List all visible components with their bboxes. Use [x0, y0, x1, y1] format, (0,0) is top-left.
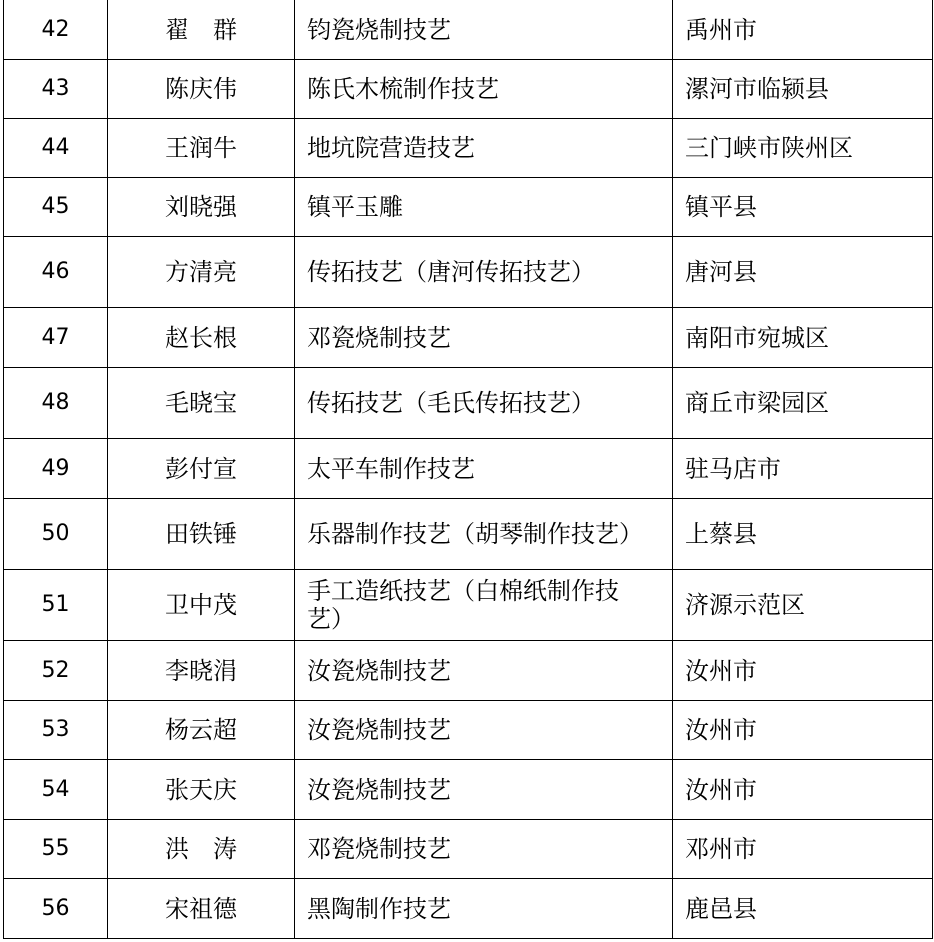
table-row — [4, 439, 933, 499]
craft-name: 地坑院营造技艺 — [295, 119, 673, 178]
row-number: 48 — [4, 368, 108, 439]
region: 汝州市 — [673, 641, 933, 701]
table-row — [4, 308, 933, 368]
craft-name: 汝瓷烧制技艺 — [295, 641, 673, 701]
region: 上蔡县 — [673, 499, 933, 570]
region: 汝州市 — [673, 760, 933, 820]
craft-name: 陈氏木梳制作技艺 — [295, 60, 673, 119]
region: 唐河县 — [673, 237, 933, 308]
region: 商丘市梁园区 — [673, 368, 933, 439]
table-row — [4, 760, 933, 820]
inheritor-name: 彭付宣 — [108, 439, 295, 499]
region: 禹州市 — [673, 0, 933, 60]
row-number: 47 — [4, 308, 108, 368]
craft-name: 镇平玉雕 — [295, 178, 673, 237]
region: 济源示范区 — [673, 570, 933, 641]
table-row — [4, 570, 933, 641]
craft-name: 邓瓷烧制技艺 — [295, 308, 673, 368]
craft-name: 手工造纸技艺（白棉纸制作技艺） — [295, 570, 673, 641]
row-number: 42 — [4, 0, 108, 60]
region: 鹿邑县 — [673, 879, 933, 939]
inheritor-name: 张天庆 — [108, 760, 295, 820]
row-number: 50 — [4, 499, 108, 570]
region: 汝州市 — [673, 701, 933, 760]
inheritor-name: 洪 涛 — [108, 820, 295, 879]
craft-name: 汝瓷烧制技艺 — [295, 701, 673, 760]
craft-name: 汝瓷烧制技艺 — [295, 760, 673, 820]
inheritor-name: 刘晓强 — [108, 178, 295, 237]
region: 驻马店市 — [673, 439, 933, 499]
row-number: 55 — [4, 820, 108, 879]
inheritor-name: 方清亮 — [108, 237, 295, 308]
row-number: 49 — [4, 439, 108, 499]
row-number: 43 — [4, 60, 108, 119]
inheritor-name: 王润牛 — [108, 119, 295, 178]
inheritor-name: 杨云超 — [108, 701, 295, 760]
row-number: 56 — [4, 879, 108, 939]
table-row — [4, 641, 933, 701]
table-row — [4, 879, 933, 939]
inheritor-name: 卫中茂 — [108, 570, 295, 641]
region: 三门峡市陕州区 — [673, 119, 933, 178]
table-row — [4, 701, 933, 760]
craft-name: 乐器制作技艺（胡琴制作技艺） — [295, 499, 673, 570]
table-row — [4, 178, 933, 237]
craft-name: 传拓技艺（唐河传拓技艺） — [295, 237, 673, 308]
inheritor-name: 陈庆伟 — [108, 60, 295, 119]
inheritor-name: 毛晓宝 — [108, 368, 295, 439]
row-number: 53 — [4, 701, 108, 760]
table-row — [4, 368, 933, 439]
craft-name: 太平车制作技艺 — [295, 439, 673, 499]
craft-name: 传拓技艺（毛氏传拓技艺） — [295, 368, 673, 439]
row-number: 51 — [4, 570, 108, 641]
table-row — [4, 499, 933, 570]
inheritors-table — [3, 0, 933, 939]
row-number: 54 — [4, 760, 108, 820]
row-number: 46 — [4, 237, 108, 308]
table-row — [4, 0, 933, 60]
row-number: 52 — [4, 641, 108, 701]
inheritor-name: 田铁锤 — [108, 499, 295, 570]
table-body — [4, 0, 933, 939]
row-number: 45 — [4, 178, 108, 237]
table-row — [4, 119, 933, 178]
inheritor-name: 赵长根 — [108, 308, 295, 368]
inheritor-name: 宋祖德 — [108, 879, 295, 939]
craft-name: 邓瓷烧制技艺 — [295, 820, 673, 879]
craft-name: 钧瓷烧制技艺 — [295, 0, 673, 60]
region: 漯河市临颍县 — [673, 60, 933, 119]
table-row — [4, 237, 933, 308]
table-row — [4, 60, 933, 119]
row-number: 44 — [4, 119, 108, 178]
craft-name: 黑陶制作技艺 — [295, 879, 673, 939]
region: 镇平县 — [673, 178, 933, 237]
table-row — [4, 820, 933, 879]
inheritor-name: 李晓涓 — [108, 641, 295, 701]
region: 南阳市宛城区 — [673, 308, 933, 368]
inheritor-name: 翟 群 — [108, 0, 295, 60]
region: 邓州市 — [673, 820, 933, 879]
